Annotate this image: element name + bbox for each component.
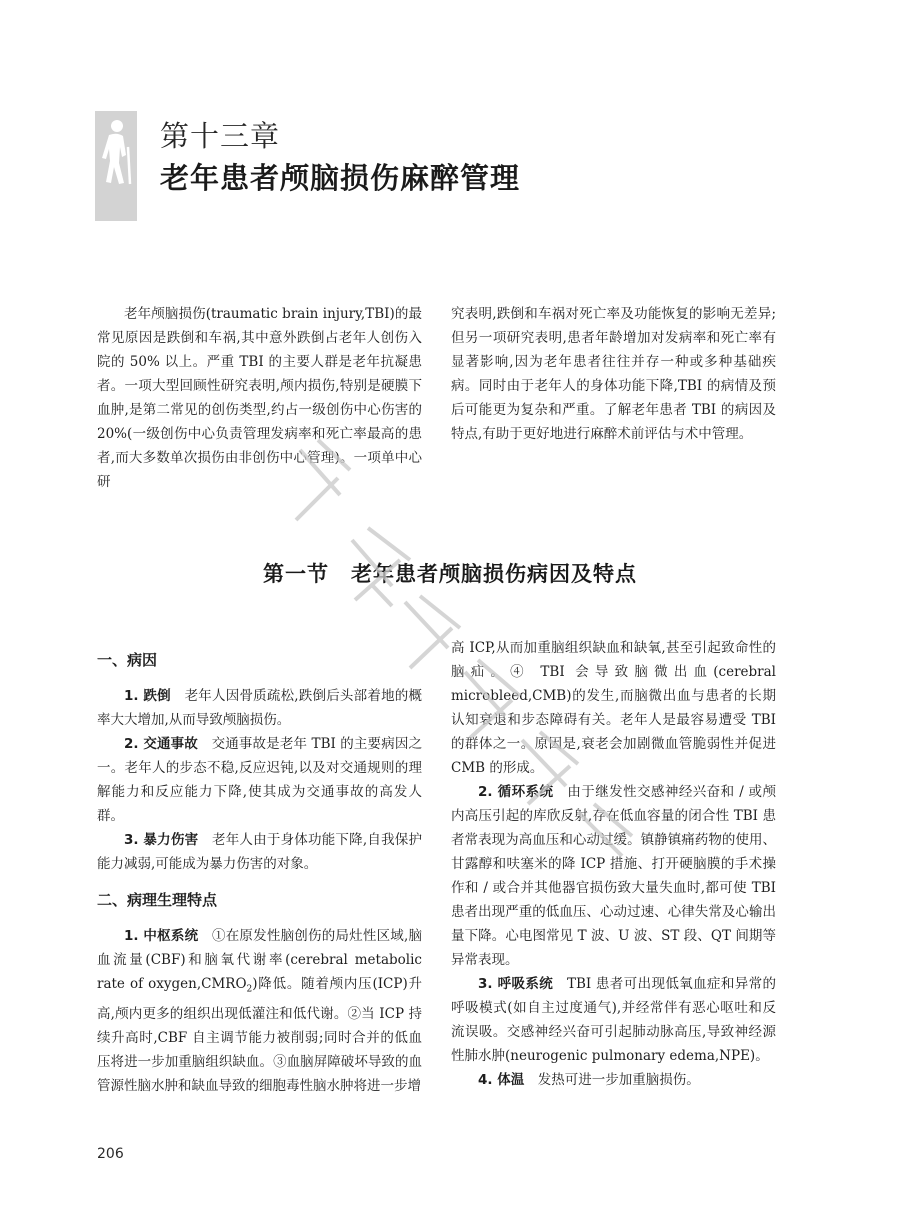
paragraph-cns-continued: 高 ICP,从而加重脑组织缺血和缺氧,甚至引起致命性的脑疝。④ TBI 会导致脑微出血(cerebral microbleed,CMB)的发生,而脑微出血与患者的长期认知衰退和步态障碍有关。老年人是最容易遭受 TBI 的群体之一。原因是,衰老会加剧微血管脆弱性并促进 CMB 的形成。: [451, 640, 776, 776]
paragraph-temperature: [451, 1068, 776, 1092]
paragraph-cns-text-b: )降低。随着颅内压(ICP)升高,颅内更多的组织出现低灌注和低代谢。②当 ICP 持续升高时,CBF 自主调节能力被削弱;同时合并的低血压将进一步加重脑组织缺血。③血脑屏障破坏导致的血管源性脑水肿和缺血导致的细胞毒性脑水肿将进一步增: [97, 976, 422, 1094]
paragraph-circulation-text: 由于继发性交感神经兴奋和 / 或颅内高压引起的库欣反射,存在低血容量的闭合性 TBI 患者常表现为高血压和心动过缓。镇静镇痛药物的使用、甘露醇和呋塞米的降 ICP 措施、打开硬脑膜的手术操作和 / 或合并其他器官损伤致大量失血时,都可使 TBI 患者出现严重的低血压、心动过速、心律失常及心输出量下降。心电图常见 T 波、U 波、ST 段、QT 间期等异常表现。: [451, 784, 776, 968]
paragraph-temperature-title: 4. 体温: [478, 1072, 525, 1088]
paragraph-violence-text: 老年人由于身体功能下降,自我保护能力减弱,可能成为暴力伤害的对象。: [97, 832, 422, 872]
paragraph-falls-text: 老年人因骨质疏松,跌倒后头部着地的概率大大增加,从而导致颅脑损伤。: [97, 688, 422, 728]
paragraph-cns-text-a: ①在原发性脑创伤的局灶性区域,脑血流量(CBF)和脑氧代谢率(cerebral metabolic rate of oxygen,CMRO: [97, 928, 422, 992]
paragraph-cns: [97, 924, 422, 1098]
paragraph-traffic: [97, 732, 422, 828]
paragraph-respiratory: [451, 972, 776, 1068]
intro-paragraph-left: 老年颅脑损伤(traumatic brain injury,TBI)的最常见原因是跌倒和车祸,其中意外跌倒占老年人创伤入院的 50% 以上。严重 TBI 的主要人群是老年抗凝患者。一项大型回顾性研究表明,颅内损伤,特别是硬膜下血肿,是第二常见的创伤类型,约占一级创伤中心伤害的 20%(一级创伤中心负责管理发病率和死亡率最高的患者,而大多数单次损伤由非创伤中心管理)。一项单中心研: [97, 306, 422, 490]
paragraph-traffic-text: 交通事故是老年 TBI 的主要病因之一。老年人的步态不稳,反应迟钝,以及对交通规则的理解能力和反应能力下降,使其成为交通事故的高发人群。: [97, 736, 422, 824]
body-left-column: [97, 648, 422, 1098]
intro-left-column: [97, 302, 422, 494]
chapter-title: 老年患者颅脑损伤麻醉管理: [160, 161, 521, 195]
heading-pathophysiology: 二、病理生理特点: [97, 891, 218, 909]
paragraph-circulation-title: 2. 循环系统: [478, 784, 554, 800]
page-number: 206: [97, 1146, 124, 1162]
body-right-column: [451, 636, 776, 1092]
paragraph-respiratory-title: 3. 呼吸系统: [478, 976, 554, 992]
paragraph-respiratory-text: TBI 患者可出现低氧血症和异常的呼吸模式(如自主过度通气),并经常伴有恶心呕吐和反流误吸。交感神经兴奋可引起肺动脉高压,导致神经源性肺水肿(neurogenic pulmonary edema,NPE)。: [451, 976, 776, 1064]
intro-right-column: [451, 302, 776, 446]
paragraph-circulation: [451, 780, 776, 972]
paragraph-violence: [97, 828, 422, 876]
section-title: 第一节 老年患者颅脑损伤病因及特点: [263, 562, 637, 586]
paragraph-cns-subscript: 2: [246, 984, 253, 995]
heading-causes: 一、病因: [97, 651, 158, 669]
paragraph-traffic-title: 2. 交通事故: [124, 736, 198, 752]
paragraph-cns-title: 1. 中枢系统: [124, 928, 199, 944]
elderly-person-icon: [97, 117, 135, 187]
chapter-marker-block: [95, 111, 137, 221]
paragraph-falls-title: 1. 跌倒: [124, 688, 171, 704]
chapter-number: 第十三章: [160, 119, 281, 153]
intro-paragraph-right: 究表明,跌倒和车祸对死亡率及功能恢复的影响无差异;但另一项研究表明,患者年龄增加对发病率和死亡率有显著影响,因为老年患者往往并存一种或多种基础疾病。同时由于老年人的身体功能下降,TBI 的病情及预后可能更为复杂和严重。了解老年患者 TBI 的病因及特点,有助于更好地进行麻醉术前评估与术中管理。: [451, 306, 776, 442]
paragraph-violence-title: 3. 暴力伤害: [124, 832, 199, 848]
paragraph-falls: [97, 684, 422, 732]
paragraph-temperature-text: 发热可进一步加重脑损伤。: [524, 1072, 700, 1088]
